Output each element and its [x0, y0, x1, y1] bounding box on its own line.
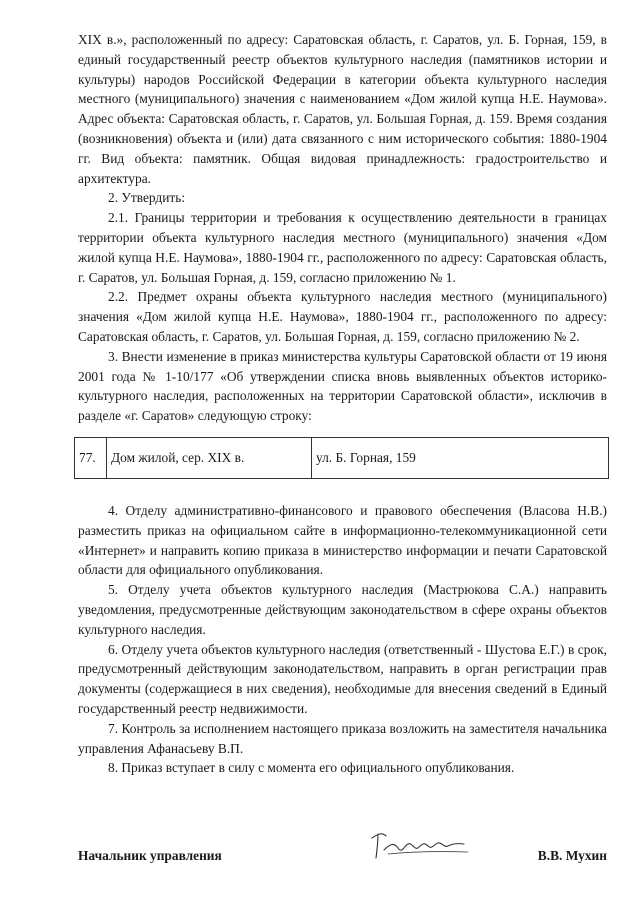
paragraph-item-6: 6. Отделу учета объектов культурного наследия (ответственный - Шустова Е.Г.) в срок, предусмотренный действующим законодательством, направить в орган регистрации прав документы (содержащиеся в них сведения), необходимые для внесения сведений в Единый государственный реестр недвижимости. — [78, 641, 607, 716]
excluded-row-table — [74, 437, 609, 479]
signer-name: В.В. Мухин — [537, 848, 607, 863]
table-row — [75, 437, 609, 478]
paragraph-item-3: 3. Внести изменение в приказ министерства культуры Саратовской области от 19 июня 2001 года № 1-10/177 «Об утверждении списка вновь выявленных объектов историко-культурного наследия, расположенных на территории Саратовской области», исключив в разделе «г. Саратов» следующую строку: — [78, 348, 607, 424]
signature-block — [78, 846, 607, 868]
paragraph-item-2-1: 2.1. Границы территории и требования к осуществлению деятельности в границах территории объекта культурного наследия местного (муниципального) значения «Дом жилой купца Н.Е. Наумова», 1880-1904 гг., расположенного по адресу: Саратовская область, г. Саратов, ул. Большая Горная, д. 159, согласно приложению № 1. — [78, 210, 607, 285]
row-number-cell: 77. — [75, 437, 107, 478]
paragraph-continuation: XIX в.», расположенный по адресу: Саратовская область, г. Саратов, ул. Б. Горная, 159, в единый государственный реестр объектов культурного наследия (памятников истории и культуры) народов Российской Федерации в категории объекта культурного наследия местного (муниципального) значения с наименованием «Дом жилой купца Н.Е. Наумова». Адрес объекта: Саратовская область, г. Саратов, ул. Большая Горная, д. 159. Время создания (возникновения) объекта и (или) дата связанного с ним исторического события: 1880-1904 гг. Вид объекта: памятник. Общая видовая принадлежность: градостроительство и архитектура. — [78, 32, 607, 186]
paragraph-item-5: 5. Отделу учета объектов культурного наследия (Мастрюкова С.А.) направить уведомления, предусмотренные действующим законодательством в сфере охраны объектов культурного наследия. — [78, 582, 607, 637]
paragraph-item-8: 8. Приказ вступает в силу с момента его официального опубликования. — [108, 760, 515, 776]
paragraph-item-4: 4. Отделу административно-финансового и правового обеспечения (Власова Н.В.) разместить приказ на официальном сайте в информационно-телекоммуникационной сети «Интернет» и направить копию приказа в министерство информации и печати Саратовской области для официального опубликования. — [78, 502, 607, 578]
paragraph-item-7: 7. Контроль за исполнением настоящего приказа возложить на заместителя начальника управления Афанасьеву В.П. — [78, 720, 607, 756]
object-address-cell: ул. Б. Горная, 159 — [312, 437, 609, 478]
document-body — [78, 30, 607, 778]
paragraph-item-2: 2. Утвердить: — [108, 190, 186, 206]
object-name-cell: Дом жилой, сер. XIX в. — [107, 437, 312, 478]
signer-title: Начальник управления — [78, 848, 222, 863]
paragraph-item-2-2: 2.2. Предмет охраны объекта культурного наследия местного (муниципального) значения «Дом жилой купца Н.Е. Наумова», 1880-1904 гг., расположенного по адресу: Саратовская область, г. Саратов, ул. Большая Горная, д. 159, согласно приложению № 2. — [78, 289, 607, 344]
